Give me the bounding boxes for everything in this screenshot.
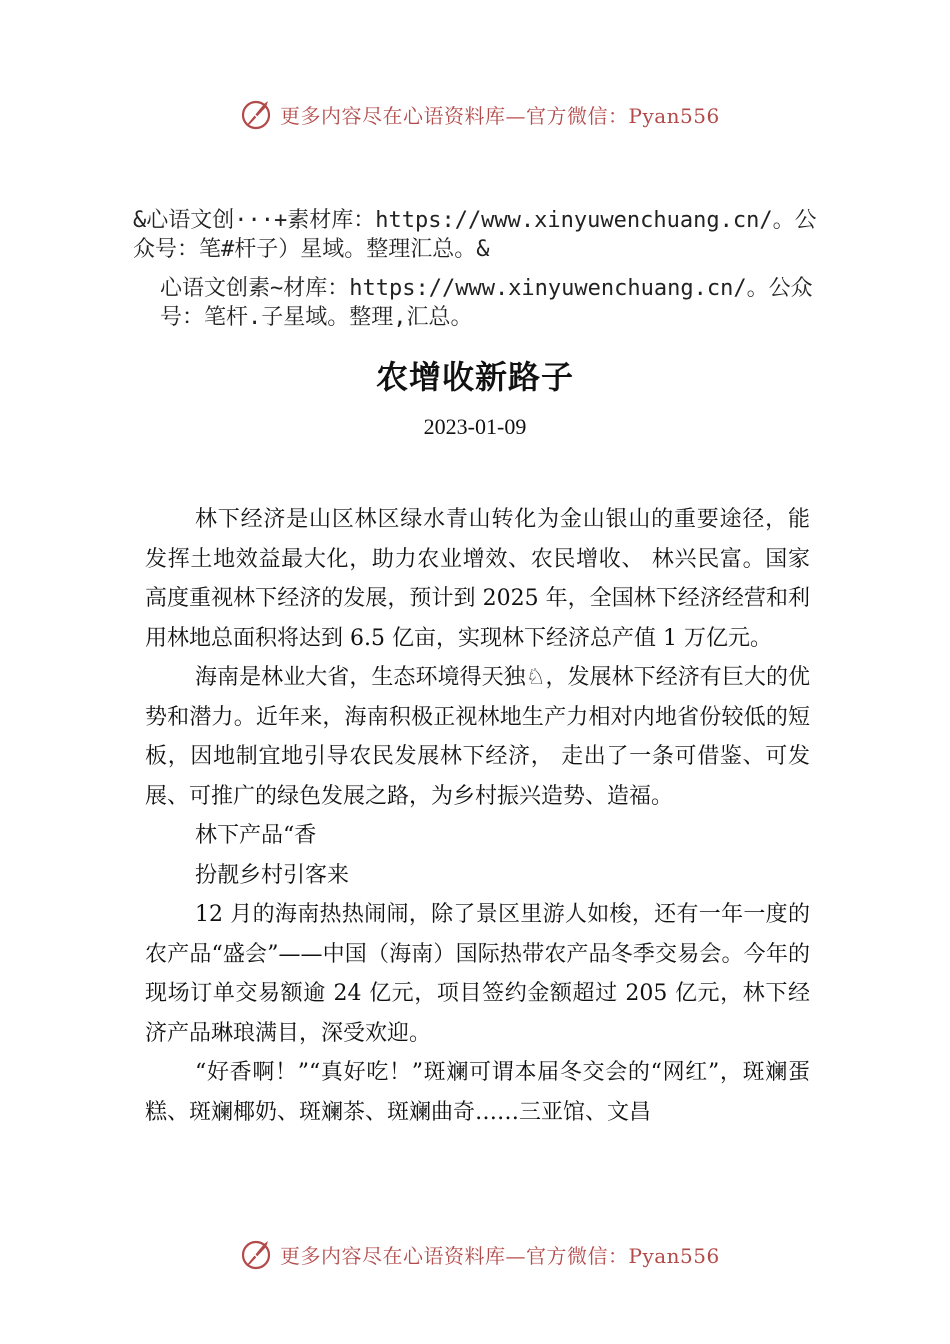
watermark-line-1: &心语文创···+素材库：https://www.xinyuwenchuang.cn/。公众号：笔#杆子）星域。整理汇总。& (133, 208, 817, 262)
paragraph: 12 月的海南热热闹闹，除了景区里游人如梭，还有一年一度的农产品“盛会”——中国（海南）国际热带农产品冬季交易会。今年的现场订单交易额逾 24 亿元，项目签约金额超过 205 亿元，林下经济产品琳琅满目，深受欢迎。 (145, 902, 810, 1046)
article-title: 农增收新路子 (375, 358, 574, 396)
article-date: 2023-01-09 (423, 414, 527, 439)
article-body (145, 500, 810, 1132)
footer-banner (0, 1232, 950, 1276)
quill-pen-circle-icon (238, 96, 274, 132)
subheading: 扮靓乡村引客来 (195, 862, 350, 888)
subheading: 林下产品“香 (195, 823, 317, 848)
quill-pen-circle-icon (238, 1236, 274, 1272)
paragraph: “好香啊！”“真好吃！”斑斓可谓本届冬交会的“网红”，斑斓蛋糕、斑斓椰奶、斑斓茶、斑斓曲奇……三亚馆、文昌 (145, 1060, 810, 1125)
paragraph: 海南是林业大省，生态环境得天独♘，发展林下经济有巨大的优势和潜力。近年来，海南积极正视林地生产力相对内地省份较低的短板，因地制宜地引导农民发展林下经济， 走出了一条可借鉴、可发展、可推广的绿色发展之路，为乡村振兴造势、造福。 (145, 665, 810, 809)
banner-text: 更多内容尽在心语资料库—官方微信：Pyan556 (280, 103, 720, 128)
paragraph: 林下经济是山区林区绿水青山转化为金山银山的重要途径，能发挥土地效益最大化，助力农业增效、农民增收、 林兴民富。国家高度重视林下经济的发展，预计到 2025 年，全国林下经济经营和利用林地总面积将达到 6.5 亿亩，实现林下经济总产值 1 万亿元。 (145, 507, 810, 651)
watermark-line-2: 心语文创素~材库：https://www.xinyuwenchuang.cn/。公众号：笔杆.子星域。整理,汇总。 (160, 276, 813, 330)
banner-text: 更多内容尽在心语资料库—官方微信：Pyan556 (280, 1243, 720, 1268)
header-banner (0, 92, 950, 136)
